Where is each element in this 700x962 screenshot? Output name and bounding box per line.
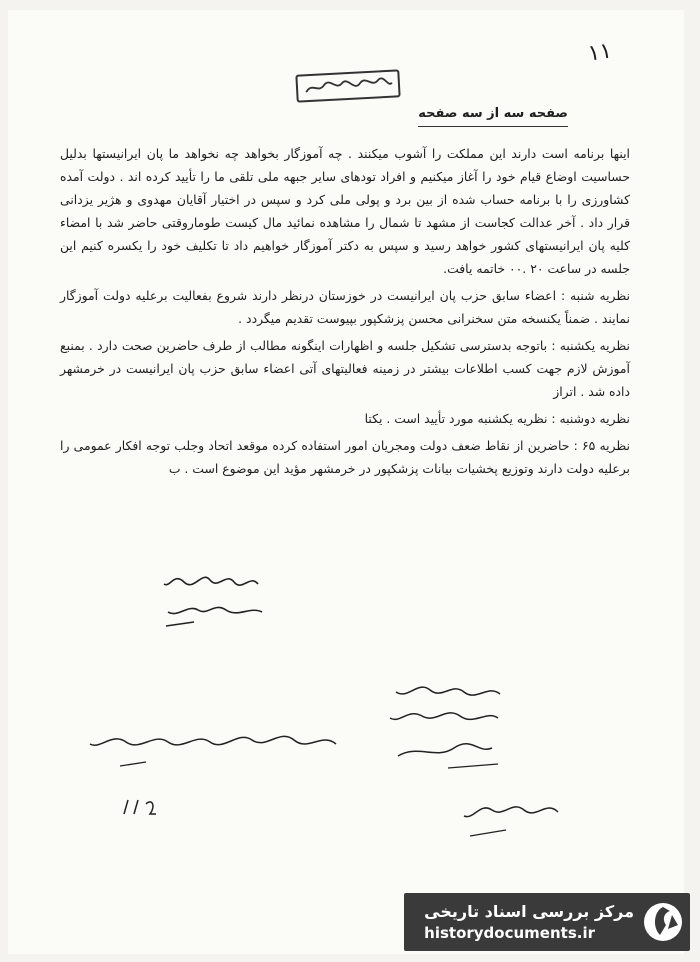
- report-saturday: نظریه شنبه : اعضاء سابق حزب پان ایرانیست در خوزستان درنظر دارند شروع بفعالیت برعلیه دولت آموزگار نمایند . ضمناً یکنسخه متن سخنرانی محسن پزشکپور بپیوست تقدیم میگردد .: [60, 288, 630, 326]
- watermark-text: [424, 901, 634, 943]
- page-label: صفحه سه از سه صفحه: [418, 106, 568, 121]
- handwritten-number: [120, 796, 160, 820]
- report-65: نظریه ۶۵ : حاضرین از نقاط ضعف دولت ومجریان امور استفاده کرده موقعد اتحاد وجلب توجه افکار عمومی را برعلیه دولت دارند وتوزیع پخشیات بیانات پزشکپور در خرمشهر مؤید این موضوع است . ب: [60, 438, 631, 476]
- handwritten-note-middle: [82, 722, 344, 772]
- archive-logo-icon: [642, 901, 684, 943]
- classification-stamp: [295, 69, 400, 102]
- page-number: ۱۱: [586, 38, 614, 67]
- report-body: [60, 142, 630, 483]
- handwritten-note-bottom: [456, 792, 564, 840]
- report-sunday: نظریه یکشنبه : باتوجه بدسترسی تشکیل جلسه و اظهارات اینگونه مطالب از طرف حاضرین صحت دارد . بمنبع آموزش لازم جهت کسب اطلاعات بیشتر در زمینه فعالیتهای آتی اعضاء سابق حزب پان ایرانیست در خرمشهر داده شد . اتراز: [60, 338, 630, 399]
- watermark-url: historydocuments.ir: [424, 924, 595, 942]
- watermark-name: مرکز بررسی اسناد تاریخی: [424, 902, 634, 921]
- document-page: [8, 10, 684, 954]
- speech-paragraph: اینها برنامه است دارند این مملکت را آشوب میکنند . چه آموزگار بخواهد چه نخواهد ما پان ایرانیستها بدلیل حساسیت اوضاع قیام خود را آغاز میکنیم و افراد تودهای سایر جبهه ملی تلقی ما را تأیید کرده اند . دولت آمده کشاورزی را با برنامه حساب شده از بین برد و پولی ملی کرد و سپس در اختیار آقایان مهدوی و هژیر یزدانی قرار داد . آخر عدالت کجاست از مشهد تا شمال را مشاهده نمائید مال کیست طوماروقتی حاضر شد با امضاء کلیه پان ایرانیستهای کشور خواهد رسید و سپس به دکتر آموزگار خواهیم داد تا تکلیف خود را یکسره کنیم این جلسه در ساعت ۲۰ .۰۰ خاتمه یافت.: [60, 146, 630, 276]
- archive-watermark: [404, 893, 690, 951]
- handwritten-note-left: [158, 570, 268, 630]
- report-monday: نظریه دوشنبه : نظریه یکشنبه مورد تأیید است . یکتا: [364, 411, 630, 426]
- handwritten-note-right: [378, 682, 508, 777]
- stamp-scribble: [297, 71, 398, 100]
